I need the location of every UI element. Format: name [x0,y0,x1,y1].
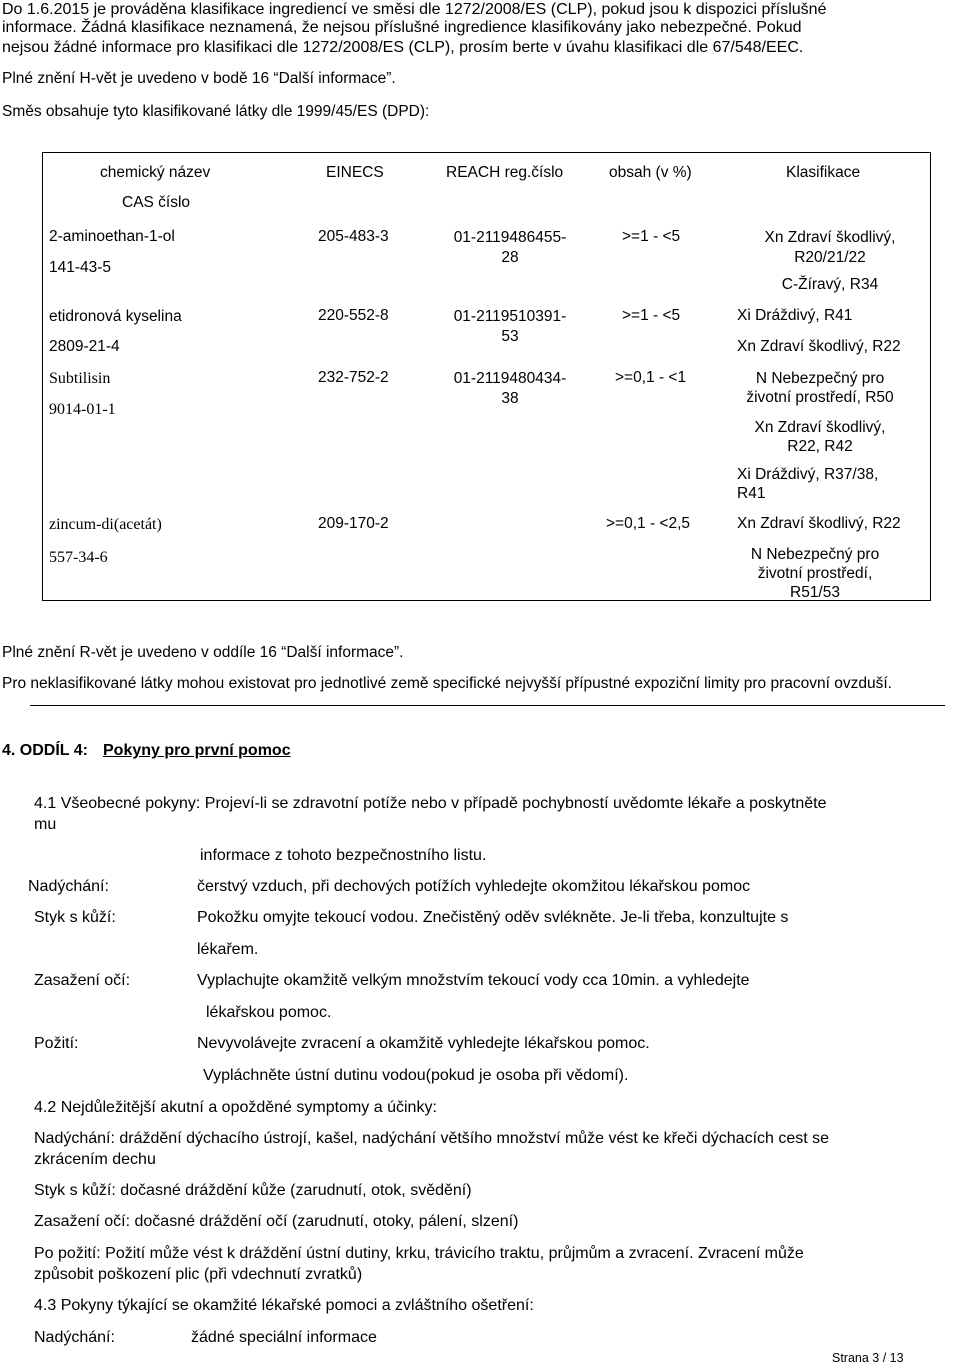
inhalation-label: Nadýchání: [28,878,109,895]
s42-ingestion-2: způsobit poškození plic (při vdechnutí zvratků) [34,1266,363,1283]
header-einecs: EINECS [326,164,384,181]
row2-reach [440,307,580,347]
row2-einecs: 220-552-8 [318,307,389,324]
eye-text-1: Vyplachujte okamžitě velkým množstvím tekoucí vody cca 10min. a vyhledejte [197,972,750,989]
row3-class-line1: N Nebezpečný pro [755,370,885,387]
row3-class-line6: R41 [737,485,766,502]
row4-cas: 557-34-6 [49,549,108,566]
intro-line-5: Směs obsahuje tyto klasifikované látky dle 1999/45/ES (DPD): [2,103,430,120]
s42-eye: Zasažení očí: dočasné dráždění očí (zarudnutí, otoky, pálení, slzení) [34,1213,519,1230]
s41-line-1: 4.1 Všeobecné pokyny: Projeví-li se zdravotní potíže nebo v případě pochybností uvědomte lékaře a poskytněte [34,795,827,812]
skin-text-1: Pokožku omyjte tekoucí vodou. Znečistěný oděv svlékněte. Je-li třeba, konzultujte s [197,909,789,926]
row2-class-line2: Xn Zdraví škodlivý, R22 [737,338,901,355]
row1-reach-line1: 01-2119486455- [453,229,567,246]
row3-einecs: 232-752-2 [318,369,389,386]
row1-reach-line2: 28 [501,249,519,266]
r-phrases-note: Plné znění R-vět je uvedeno v oddíle 16 “Další informace”. [2,644,404,661]
row2-content: >=1 - <5 [622,307,681,324]
header-cas-number: CAS číslo [122,194,191,211]
s43-label: Nadýchání: [34,1329,115,1346]
row3-reach-line2: 38 [501,390,519,407]
row1-einecs: 205-483-3 [318,228,389,245]
row2-name: etidronová kyselina [49,308,182,325]
row1-reach [440,228,580,268]
row3-class-line5: Xi Dráždivý, R37/38, [737,466,879,483]
header-chemical-name: chemický název [100,164,211,181]
row4-einecs: 209-170-2 [318,515,389,532]
row4-class-line4: R51/53 [790,584,840,601]
row3-content: >=0,1 - <1 [615,369,687,386]
row3-class-line3: Xn Zdraví škodlivý, [754,419,886,436]
row4-class-line3: životní prostředí, [757,565,873,582]
ingestion-text-1: Nevyvolávejte zvracení a okamžitě vyhledejte lékařskou pomoc. [197,1035,650,1052]
row4-content: >=0,1 - <2,5 [606,515,691,532]
row4-class-line2: N Nebezpečný pro [750,546,880,563]
row1-class-line2: R20/21/22 [794,249,866,266]
row1-class-line1: Xn Zdraví škodlivý, [764,229,896,246]
skin-text-2: lékařem. [197,941,259,958]
row3-reach-line1: 01-2119480434- [453,370,567,387]
s41-line-3: informace z tohoto bezpečnostního listu. [200,847,487,864]
row4-class-line1: Xn Zdraví škodlivý, R22 [737,515,901,532]
row1-name: 2-aminoethan-1-ol [49,228,175,245]
section-4-number: 4. ODDÍL 4: [2,742,88,759]
row4-classification [735,545,895,602]
row1-cas: 141-43-5 [49,259,112,276]
s43-text: žádné speciální informace [191,1329,377,1346]
row2-class-line1: Xi Dráždivý, R41 [737,307,853,324]
skin-label: Styk s kůží: [34,909,116,926]
exposure-limits-note: Pro neklasifikované látky mohou existovat pro jednotlivé země specifické nejvyšší přípustné expoziční limity pro pracovní ovzduší. [2,675,892,692]
s42-inhalation-1: Nadýchání: dráždění dýchacího ústrojí, kašel, nadýchání většího množství může vést ke křeči dýchacích cest se [34,1130,830,1147]
ingestion-text-2: Vypláchněte ústní dutinu vodou(pokud je osoba při vědomí). [203,1067,629,1084]
s42-heading: 4.2 Nejdůležitější akutní a opožděné symptomy a účinky: [34,1099,437,1116]
row4-name: zincum-di(acetát) [49,516,162,533]
header-reach: REACH reg.číslo [446,164,564,181]
intro-line-1: Do 1.6.2015 je prováděna klasifikace ingrediencí ve směsi dle 1272/2008/ES (CLP), pokud jsou k dispozici příslušné [2,1,827,18]
ingestion-label: Požití: [34,1035,79,1052]
header-content: obsah (v %) [609,164,692,181]
inhalation-text: čerstvý vzduch, při dechových potížích vyhledejte okomžitou lékařskou pomoc [197,878,751,895]
s42-inhalation-2: zkrácením dechu [34,1151,156,1168]
row1-classification [735,228,925,295]
row3-name: Subtilisin [49,370,111,387]
row2-cas: 2809-21-4 [49,338,120,355]
eye-text-2: lékařskou pomoc. [206,1004,332,1021]
s42-skin: Styk s kůží: dočasné dráždění kůže (zarudnutí, otok, svědění) [34,1182,472,1199]
s43-heading: 4.3 Pokyny týkající se okamžité lékařské pomoci a zvláštního ošetření: [34,1297,534,1314]
row2-reach-line1: 01-2119510391- [453,308,567,325]
s42-ingestion-1: Po požití: Požití může vést k dráždění ústní dutiny, krku, trávicího traktu, průjmům a zvracení. Zvracení může [34,1245,804,1262]
row3-class-line4: R22, R42 [787,438,853,455]
intro-line-4: Plné znění H-vět je uvedeno v bodě 16 “Další informace”. [2,70,396,87]
row2-reach-line2: 53 [501,328,519,345]
page-number: Strana 3 / 13 [832,1351,904,1365]
row1-class-line3: C-Žíravý, R34 [781,276,879,293]
intro-line-2: informace. Žádná klasifikace neznamená, že nejsou příslušné ingredience klasifikovány jako nebezpečné. Pokud [2,19,802,36]
row3-reach [440,369,580,409]
row3-cas: 9014-01-1 [49,401,116,418]
row3-class-line2: životní prostředí, R50 [746,389,894,406]
eye-label: Zasažení očí: [34,972,131,989]
s41-line-2: mu [34,816,57,833]
section-4-title: Pokyny pro první pomoc [103,742,291,759]
row1-content: >=1 - <5 [622,228,681,245]
row3-classification [735,369,905,456]
intro-line-3: nejsou žádné informace pro klasifikaci dle 1272/2008/ES (CLP), prosím berte v úvahu klasifikaci dle 67/548/EEC. [2,39,804,56]
header-classification: Klasifikace [786,164,861,181]
section-divider [30,705,945,706]
